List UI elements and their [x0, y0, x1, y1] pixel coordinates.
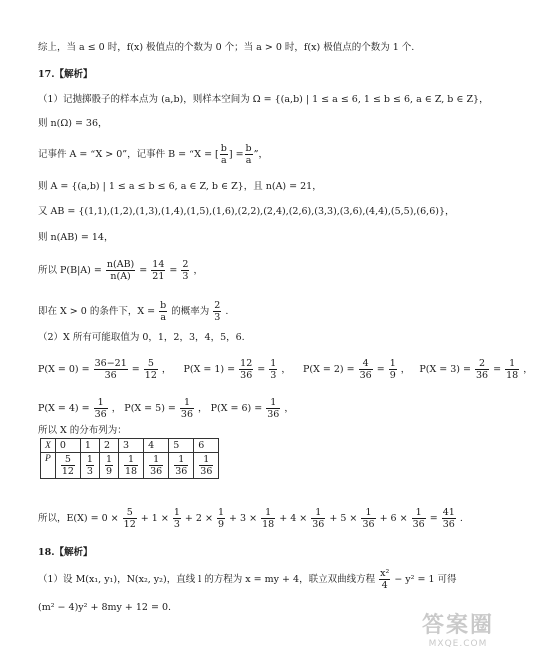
table-header-cell: 0 [55, 439, 80, 453]
fraction: $\frac{1}{18}$ [506, 358, 519, 381]
set-a-line: 则 A = {(a,b) | 1 ≤ a ≤ b ≤ 6, a ∈ Z, b ∈ Z}，且 n(A) = 21， [38, 181, 322, 192]
expectation-line: 所以，E(X) = 0 × $\frac{5}{12}$ + 1 × $\frac{1}{3}$ + 2 × $\frac{1}{9}$ + 3 × $\frac{1}{18}$ + 4 × $\frac{1}{36}$ + 5 × $\frac{1}{36}$ + 6 × $\frac{1}{36}$ = $\frac{41}{36}$ . [38, 507, 463, 530]
fraction: $\frac{1}{36}$ [312, 507, 325, 530]
fraction: $\frac{36-21}{36}$ [94, 358, 127, 381]
fraction: $\frac{5}{12}$ [144, 358, 157, 381]
table-header-cell: 3 [119, 439, 144, 453]
fraction: $\frac{n(AB)}{n(A)}$ [106, 259, 135, 282]
fraction: $\frac{b}{a}$ [160, 300, 167, 323]
fraction: $\frac{2}{3}$ [182, 259, 189, 282]
text-segment: ”， [253, 149, 268, 160]
distribution-table [40, 438, 219, 479]
table-header-row [41, 439, 219, 453]
hyperbola-setup-line: （1）设 M(x₁, y₁)，N(x₂, y₂)，直线 l 的方程为 x = my + 4，联立双曲线方程 $\frac{\text{x²}}{4}$ − y² = 1 可得 [38, 568, 457, 591]
table-header-cell: 2 [99, 439, 118, 453]
section-18-heading: 18.【解析】 [38, 547, 93, 558]
text-segment: ， [193, 265, 204, 276]
text-segment: = [169, 265, 178, 276]
fraction: $\frac{2}{36}$ [476, 358, 489, 381]
fraction: $\frac{4}{36}$ [359, 358, 372, 381]
fraction: $\frac{1}{36}$ [412, 507, 425, 530]
table-cell: $\frac{5}{12}$ [55, 453, 80, 479]
fraction: $\frac{1}{9}$ [217, 507, 225, 530]
quadratic-equation-line: (m² − 4)y² + 8my + 12 = 0. [38, 602, 172, 613]
fraction: $\frac{1}{3}$ [270, 358, 277, 381]
fraction: $\frac{b}{a}$ [245, 143, 252, 166]
probabilities-row-1: P(X = 0) = $\frac{36-21}{36}$ = $\frac{5}{12}$ ， P(X = 1) = $\frac{12}{36}$ = $\frac{1}{3}$ ， P(X = 2) = $\frac{4}{36}$ = $\frac{1}{9}$ ， P(X = 3) = $\frac{2}{36}$ = $\frac{1}{18}$ ， [38, 358, 533, 381]
text-segment: 所以 P(B|A) = [38, 265, 102, 276]
fraction: $\frac{1}{36}$ [180, 397, 194, 420]
table-cell: $\frac{1}{36}$ [169, 453, 194, 479]
fraction: $\frac{1}{36}$ [94, 397, 107, 420]
conclusion-part1-line [38, 300, 228, 323]
watermark-logo: 答案圈 MXQE.COM [421, 612, 494, 649]
fraction: $\frac{\text{x²}}{4}$ [380, 568, 390, 591]
fraction: $\frac{1}{36}$ [362, 507, 375, 530]
table-row [41, 453, 219, 479]
table-cell: $\frac{1}{36}$ [194, 453, 219, 479]
table-cell: $\frac{1}{9}$ [99, 453, 118, 479]
probabilities-row-2: P(X = 4) = $\frac{1}{36}$ ， P(X = 5) = $\frac{1}{36}$ ， P(X = 6) = $\frac{1}{36}$ ， [38, 397, 294, 420]
fraction: $\frac{1}{18}$ [262, 507, 275, 530]
table-cell: $\frac{1}{18}$ [119, 453, 144, 479]
events-line [38, 143, 268, 166]
fraction: $\frac{1}{3}$ [173, 507, 180, 530]
text-segment: = [139, 265, 148, 276]
distribution-intro: 所以 X 的分布列为： [38, 425, 127, 436]
fraction: $\frac{5}{12}$ [123, 507, 136, 530]
section-17-heading: 17.【解析】 [38, 69, 93, 80]
text-segment: 即在 X > 0 的条件下，X = [38, 306, 156, 317]
table-cell: $\frac{1}{3}$ [80, 453, 99, 479]
fraction: $\frac{1}{36}$ [267, 397, 280, 420]
text-segment: 的概率为 [171, 306, 210, 317]
table-header-cell: 4 [144, 439, 169, 453]
table-header-cell: 5 [169, 439, 194, 453]
fraction: $\frac{b}{a}$ [220, 143, 227, 166]
text-segment: ] = [228, 149, 244, 160]
table-cell: $\frac{1}{36}$ [144, 453, 169, 479]
fraction: $\frac{14}{21}$ [152, 259, 165, 282]
fraction: $\frac{41}{36}$ [442, 507, 455, 530]
part2-values-line: （2）X 所有可能取值为 0，1，2，3，4，5，6. [38, 332, 245, 343]
text-segment: 记事件 A = “X > 0”，记事件 B = “X = [ [38, 149, 219, 160]
fraction: $\frac{12}{36}$ [240, 358, 253, 381]
text-segment: . [225, 306, 229, 317]
table-header-cell: 6 [194, 439, 219, 453]
fraction: $\frac{2}{3}$ [214, 300, 221, 323]
conclusion-line: 综上，当 a ≤ 0 时，f(x) 极值点的个数为 0 个；当 a > 0 时，f(x) 极值点的个数为 1 个. [38, 42, 415, 53]
table-header-cell: 1 [80, 439, 99, 453]
set-ab-line: 又 AB = {(1,1),(1,2),(1,3),(1,4),(1,5),(1,6),(2,2),(2,4),(2,6),(3,3),(3,6),(4,4),(5,5),(6,6)}， [38, 206, 455, 217]
n-ab-line: 则 n(AB) = 14， [38, 232, 114, 243]
table-row-label: P [41, 453, 56, 479]
sample-space-line: （1）记抛掷骰子的样本点为 (a,b)，则样本空间为 Ω = {(a,b) | 1 ≤ a ≤ 6, 1 ≤ b ≤ 6, a ∈ Z, b ∈ Z}， [38, 94, 489, 105]
fraction: $\frac{1}{9}$ [389, 358, 396, 381]
n-omega-line: 则 n(Ω) = 36， [38, 118, 108, 129]
conditional-probability-line [38, 259, 203, 282]
table-header-cell: X [41, 439, 56, 453]
